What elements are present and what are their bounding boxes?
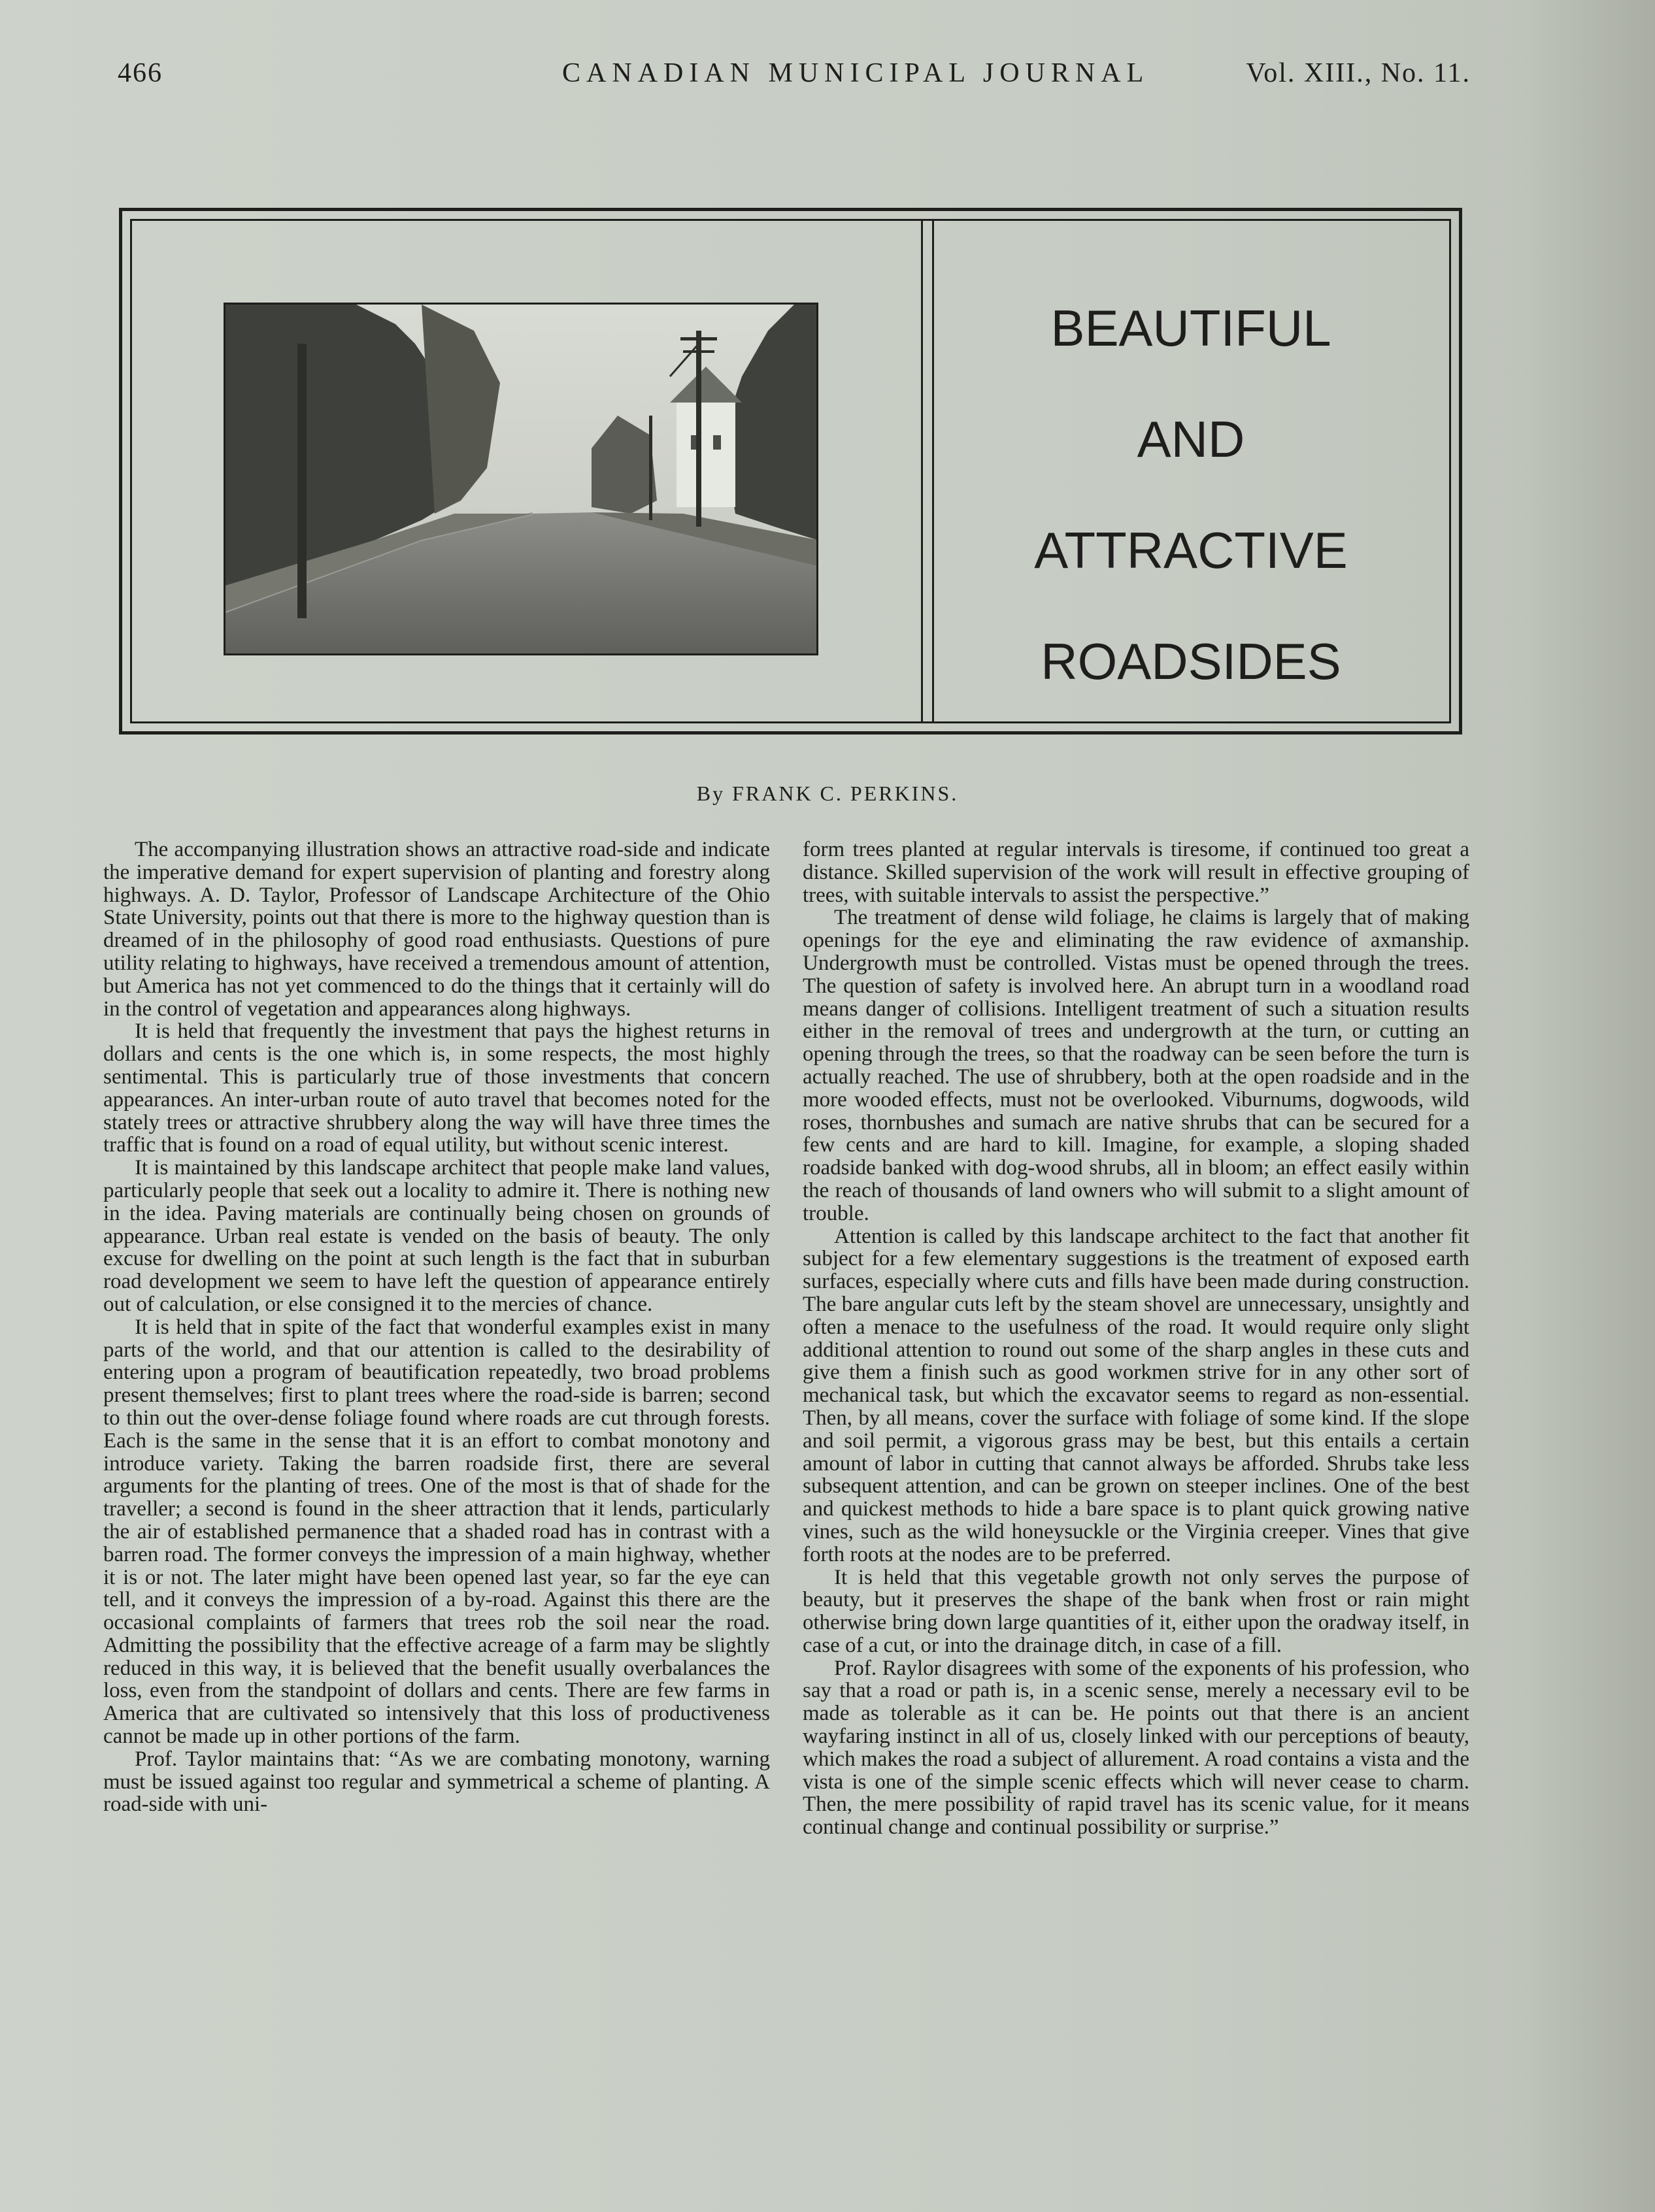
headline-line-4: ROADSIDES [1041, 633, 1341, 690]
page-number: 466 [118, 58, 163, 88]
paragraph: It is held that frequently the investment that pays the highest returns in dollars and cents is the one which is, in some respects, the most highly sentimental. This is particularly true of those investments that concern appearances. An inter-urban route of auto travel that becomes noted for the stately trees or attractive shrubbery along the way will have three times the traffic that is found on a road of equal utility, but without scenic interest. [103, 1019, 770, 1157]
paragraph: It is held that this vegetable growth not only serves the purpose of beauty, but it preserves the shape of the bank when frost or rain might otherwise bring down large quantities of it, either upon the oradway itself, in case of a cut, or into the drainage ditch, in case of a fill. [803, 1565, 1469, 1657]
paragraph: It is maintained by this landscape architect that people make land values, particularly people that seek out a locality to admire it. There is nothing new in the idea. Paving materials are continually being chosen on grounds of appearance. Urban real estate is vended on the basis of beauty. The only excuse for dwelling on the point at such length is the fact that in suburban road development we seem to have left the question of appearance entirely out of calculation, or else consigned it to the mercies of chance. [103, 1156, 770, 1316]
headline-box-divider [921, 219, 934, 723]
article-column-left [103, 838, 770, 1816]
paragraph: Prof. Taylor maintains that: “As we are combating monotony, warning must be issued against too regular and symmetrical a scheme of planting. A road-side with uni- [103, 1747, 770, 1817]
byline: By FRANK C. PERKINS. [696, 782, 959, 805]
article-column-right [803, 838, 1469, 1839]
headline-line-2: AND [1137, 410, 1245, 468]
volume-issue: Vol. XIII., No. 11. [1246, 58, 1471, 88]
roadside-photograph [224, 303, 818, 655]
paragraph-continuation: form trees planted at regular intervals is tiresome, if continued too great a distance. Skilled supervision of the work will result in effective grouping of trees, with suitable intervals to assist the perspective.” [803, 838, 1469, 907]
headline-line-3: ATTRACTIVE [1034, 521, 1348, 579]
paragraph: Prof. Raylor disagrees with some of the exponents of his profession, who say that a road or path is, in a scenic sense, merely a necessary evil to be made as tolerable as it can be. He points out that there is an ancient wayfaring instinct in all of us, closely linked with our perceptions of beauty, which makes the road a subject of allurement. A road contains a vista and the vista is one of the simple scenic effects which will never cease to charm. Then, the mere possibility of rapid travel has its scenic value, for it means continual change and continual possibility or surprise.” [803, 1656, 1469, 1840]
paragraph: The accompanying illustration shows an attractive road-side and indicate the imperative demand for expert supervision of planting and forestry along highways. A. D. Taylor, Professor of Landscape Architecture of the Ohio State University, points out that there is more to the highway question than is dreamed of in the philosophy of good road enthusiasts. Questions of pure utility relating to highways, have received a tremendous amount of attention, but America has not yet commenced to do the things that it certainly will do in the control of vegetation and appearances along highways. [103, 838, 770, 1021]
paragraph: The treatment of dense wild foliage, he claims is largely that of making openings for the eye and eliminating the raw evidence of axmanship. Undergrowth must be controlled. Vistas must be opened through the trees. The question of safety is involved here. An abrupt turn in a woodland road means danger of collisions. Intelligent treatment of such a situation results either in the removal of trees and undergrowth at the turn, or cutting an opening through the trees, so that the roadway can be seen before the turn is actually reached. The use of shrubbery, both at the open roadside and in the more wooded effects, must not be overlooked. Viburnums, dogwoods, wild roses, thornbushes and sumach are native shrubs that can be secured for a few cents and are hard to kill. Imagine, for example, a sloping shaded roadside banked with dog-wood shrubs, all in bloom; an effect easily within the reach of thousands of land owners who will submit to a slight amount of trouble. [803, 906, 1469, 1225]
paragraph: It is held that in spite of the fact that wonderful examples exist in many parts of the world, and that our attention is called to the desirability of entering upon a program of beautification repeatedly, two broad problems present themselves; first to plant trees where the road-side is barren; second to thin out the over-dense foliage found where roads are cut through forests. Each is the same in the sense that it is an effort to combat monotony and introduce variety. Taking the barren roadside first, there are several arguments for the planting of trees. One of the most is that of shade for the traveller; a second is found in the sheer attraction that it lends, particularly the air of established permanence that a shaded road has in contrast with a barren road. The former conveys the impression of a main highway, whether it is or not. The later might have been opened last year, so far the eye can tell, and it conveys the impression of a by-road. Against this there are the occasional complaints of farmers that trees rob the soil near the road. Admitting the possibility that the effective acreage of a farm may be slightly reduced in this way, it is believed that the benefit usually overbalances the loss, even from the standpoint of dollars and cents. There are few farms in America that are cultivated so intensively that this loss of productiveness cannot be made up in other portions of the farm. [103, 1315, 770, 1749]
headline-box [119, 208, 1462, 735]
journal-title: CANADIAN MUNICIPAL JOURNAL [562, 58, 1150, 88]
paragraph: Attention is called by this landscape architect to the fact that another fit subject for a few elementary suggestions is the treatment of exposed earth surfaces, especially where cuts and fills have been made during construction. The bare angular cuts left by the steam shovel are unnecessary, unsightly and often a menace to the usefulness of the road. It would require only slight additional attention to round out some of the sharp angles in these cuts and give them a finish such as good workmen strive for in any other sort of mechanical task, but which the excavator seems to regard as non-essential. Then, by all means, cover the surface with foliage of some kind. If the slope and soil permit, a vigorous grass may be best, but this entails a certain amount of labor in cutting that cannot always be afforded. Shrubs take less subsequent attention, and can be grown on steeper inclines. One of the best and quickest methods to hide a bare space is to plant quick growing native vines, such as the wild honeysuckle or the Virginia creeper. Vines that give forth roots at the nodes are to be preferred. [803, 1224, 1469, 1566]
running-head [118, 58, 1471, 97]
headline-line-1: BEAUTIFUL [1050, 299, 1331, 357]
